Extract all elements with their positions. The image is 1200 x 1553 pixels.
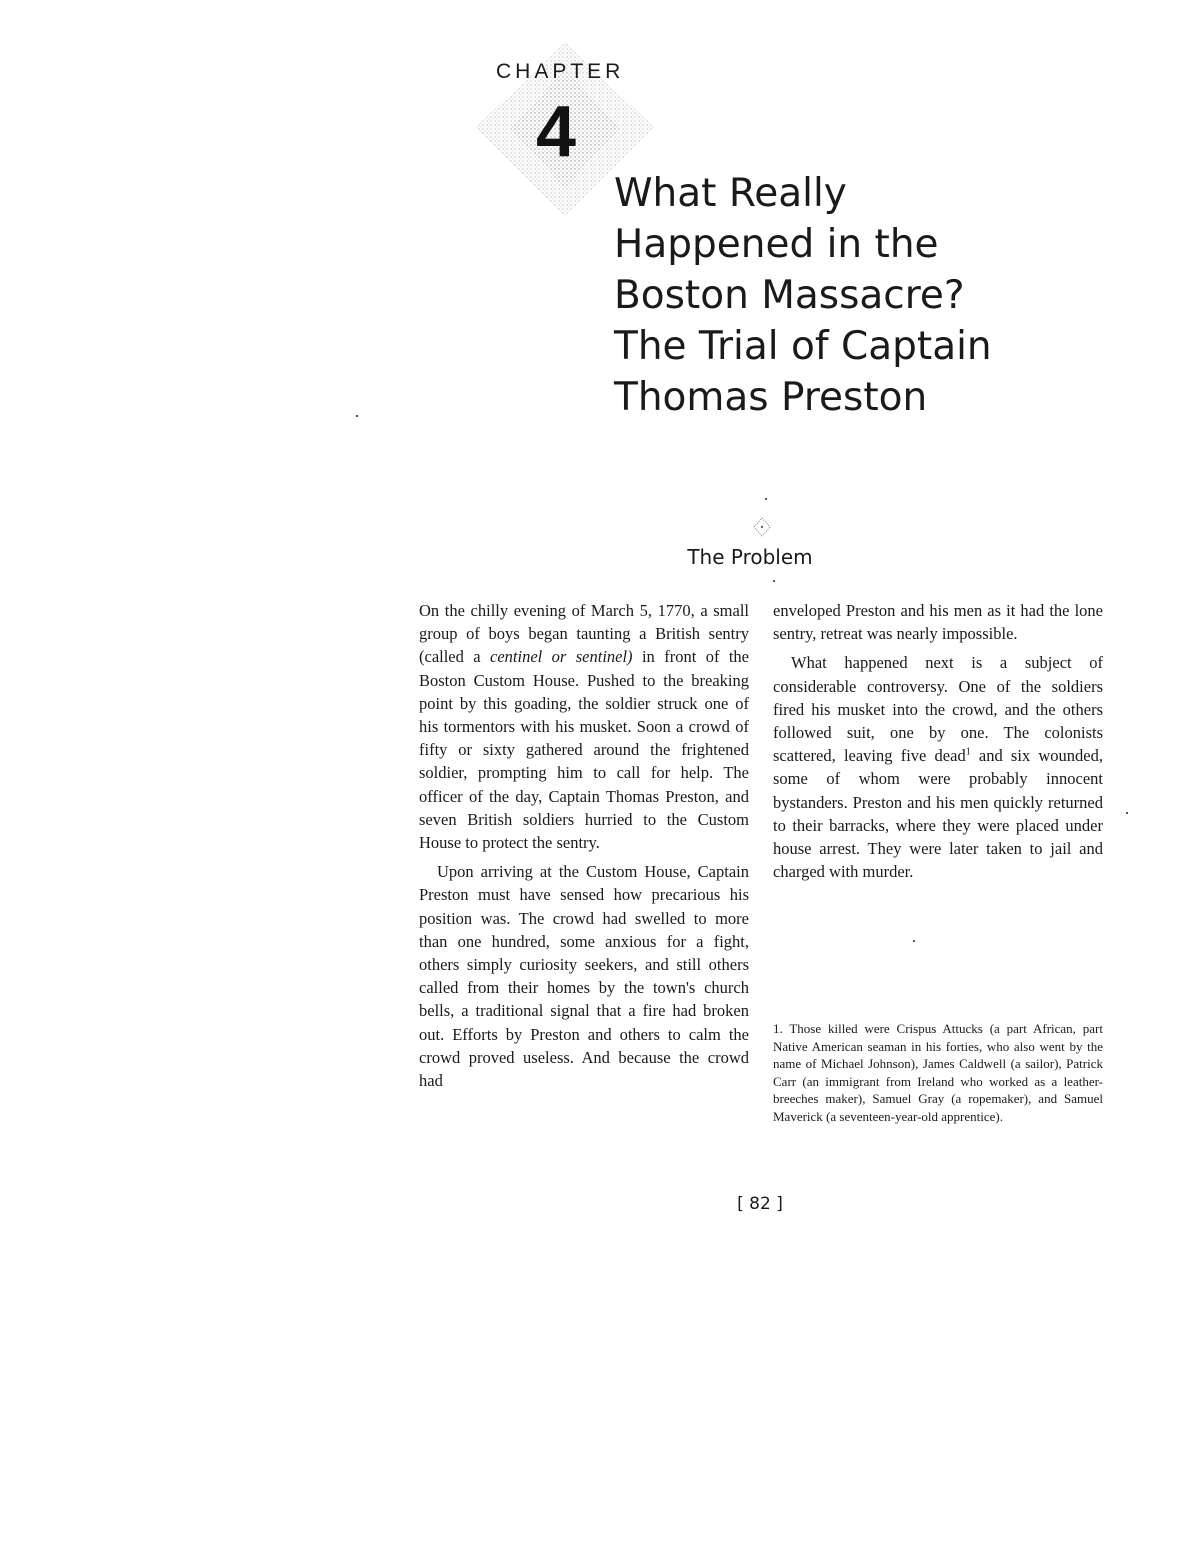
scan-speck <box>356 415 358 417</box>
body-paragraph: enveloped Preston and his men as it had the lone sentry, retreat was nearly impossible. <box>773 601 1103 644</box>
chapter-number: 4 <box>536 92 577 172</box>
scan-speck <box>773 580 775 582</box>
footnote: 1. Those killed were Crispus Attucks (a part African, part Native American seaman in his forties, who also went by the name of Michael Johnson), James Caldwell (a sailor), Patrick Carr (an immigrant from Ireland who worked as a leather-breeches maker), Samuel Gray (a ropemaker), and Samuel Maverick (a seventeen-year-old apprentice). <box>773 1021 1103 1124</box>
chapter-title <box>614 168 1074 423</box>
chapter-title-line: Thomas Preston <box>614 375 928 420</box>
footnote-reference: 1 <box>965 746 971 758</box>
section-ornament-icon <box>750 515 774 539</box>
chapter-title-line: The Trial of Captain <box>614 324 992 369</box>
chapter-title-line: What Really <box>614 171 847 216</box>
emphasis-text: centinel or sentinel) <box>490 647 633 667</box>
scan-speck <box>765 498 767 500</box>
chapter-title-line: Happened in the <box>614 222 939 267</box>
page-number: [ 82 ] <box>737 1194 783 1214</box>
body-paragraph: What happened next is a subject of considerable controversy. One of the soldiers fired his musket into the crowd, and the others followed suit, one by one. The colonists scattered, leaving five dead$^1$ and six wounded, some of whom were probably innocent bystanders. Preston and his men quickly returned to their barracks, where they were placed under house arrest. They were later taken to jail and charged with murder. <box>773 653 1103 882</box>
chapter-label: CHAPTER <box>496 60 625 83</box>
section-heading: The Problem <box>687 545 813 569</box>
body-paragraph: On the chilly evening of March 5, 1770, a small group of boys began taunting a British sentry (called a centinel or sentinel) in front of the Boston Custom House. Pushed to the breaking point by this goading, the soldier struck one of his tormentors with his musket. Soon a crowd of fifty or sixty gathered around the frightened soldier, prompting him to call for help. The officer of the day, Captain Thomas Preston, and seven British soldiers hurried to the Custom House to protect the sentry. <box>419 601 749 853</box>
body-column-right <box>773 599 1103 889</box>
scan-speck <box>1126 812 1128 814</box>
scan-speck <box>913 940 915 942</box>
chapter-title-line: Boston Massacre? <box>614 273 965 318</box>
body-paragraph: Upon arriving at the Custom House, Captain Preston must have sensed how precarious his position was. The crowd had swelled to more than one hundred, some anxious for a fight, others simply curiosity seekers, and still others called from their homes by the town's church bells, a traditional signal that a fire had broken out. Efforts by Preston and others to calm the crowd proved useless. And because the crowd had <box>419 862 749 1091</box>
body-column-left <box>419 599 749 1098</box>
